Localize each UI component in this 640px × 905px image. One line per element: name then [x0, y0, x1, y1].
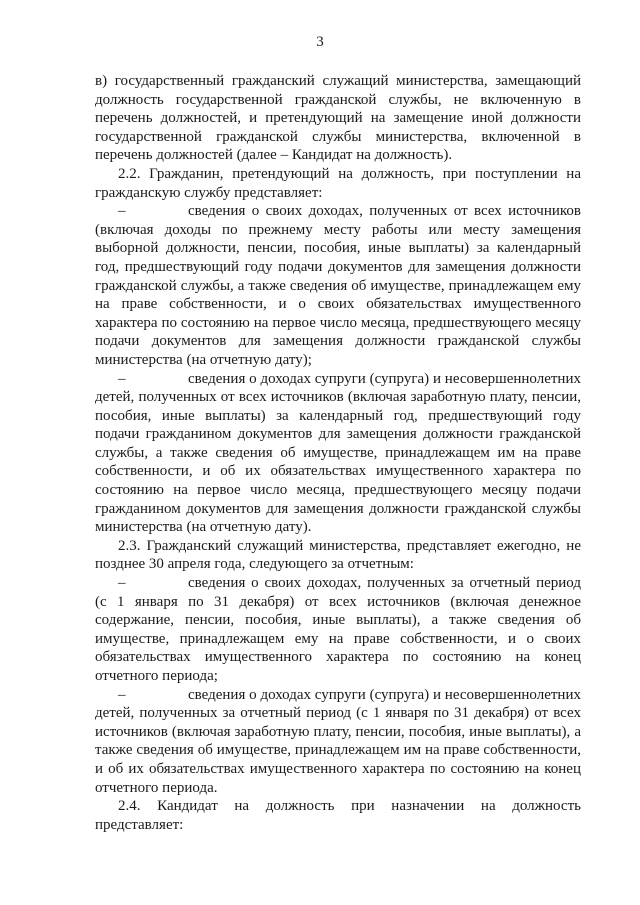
page-number: 3 [316, 34, 324, 50]
list-item-text: сведения о доходах супруги (супруга) и несовершеннолетних детей, полученных от всех источников (включая заработную плату, пенсии, пособия, иные выплаты) за календарный год, предшествующий году подачи гражданином документов для замещения должности гражданской службы, а также сведения об имуществе, принадлежащем им на праве собственности, и об их обязательствах имущественного характера по состоянию на первое число месяца, предшествующего месяцу подачи гражданином документов для замещения должности гражданской службы министерства (на отчетную дату). [95, 370, 581, 536]
list-item-text: сведения о доходах супруги (супруга) и несовершеннолетних детей, полученных за отчетный период (с 1 января по 31 декабря) от всех источников (включая заработную плату, пенсии, пособия, иные выплаты), а также сведения об имуществе, принадлежащем им на праве собственности, и об их обязательствах имущественного характера по состоянию на конец отчетного периода. [95, 686, 581, 796]
dash-marker: – [118, 686, 126, 703]
paragraph-2-2: 2.2. Гражданин, претендующий на должность, при поступлении на гражданскую службу представляет: [95, 165, 581, 201]
paragraph-v-candidate: в) государственный гражданский служащий министерства, замещающий должность государственной гражданской службы, не включенную в перечень должностей, и претендующий на замещение иной должности государственной гражданской службы министерства, включенной в перечень должностей (далее – Кандидат на должность). [95, 73, 581, 164]
list-item-own-income [95, 202, 581, 369]
paragraph-2-4: 2.4. Кандидат на должность при назначении на должность представляет: [95, 798, 581, 833]
list-item-text: сведения о своих доходах, полученных за отчетный период (с 1 января по 31 декабря) от всех источников (включая денежное содержание, пенсии, пособия, иные выплаты), а также сведения об имуществе, принадлежащем ему на праве собственности, и о своих обязательствах имущественного характера по состоянию на конец отчетного периода; [95, 575, 581, 684]
list-item-spouse-income [95, 370, 581, 537]
list-item-own-income-annual [95, 574, 581, 686]
dash-marker: – [118, 575, 126, 592]
paragraph-2-3: 2.3. Гражданский служащий министерства, представляет ежегодно, не позднее 30 апреля года, следующего за отчетным: [95, 537, 581, 573]
dash-marker: – [118, 370, 126, 387]
list-item-spouse-income-annual [95, 686, 581, 798]
document-body [95, 72, 581, 834]
dash-marker: – [118, 203, 126, 220]
list-item-text: сведения о своих доходах, полученных от всех источников (включая доходы по прежнему месту работы или месту замещения выборной должности, пенсии, пособия, иные выплаты) за календарный год, предшествующий году подачи документов для замещения должности гражданской службы, а также сведения об имуществе, принадлежащем ему на праве собственности, и о своих обязательствах имущественного характера по состоянию на первое число месяца, предшествующего месяцу подачи документов для замещения должности гражданской службы министерства (на отчетную дату); [95, 203, 581, 368]
